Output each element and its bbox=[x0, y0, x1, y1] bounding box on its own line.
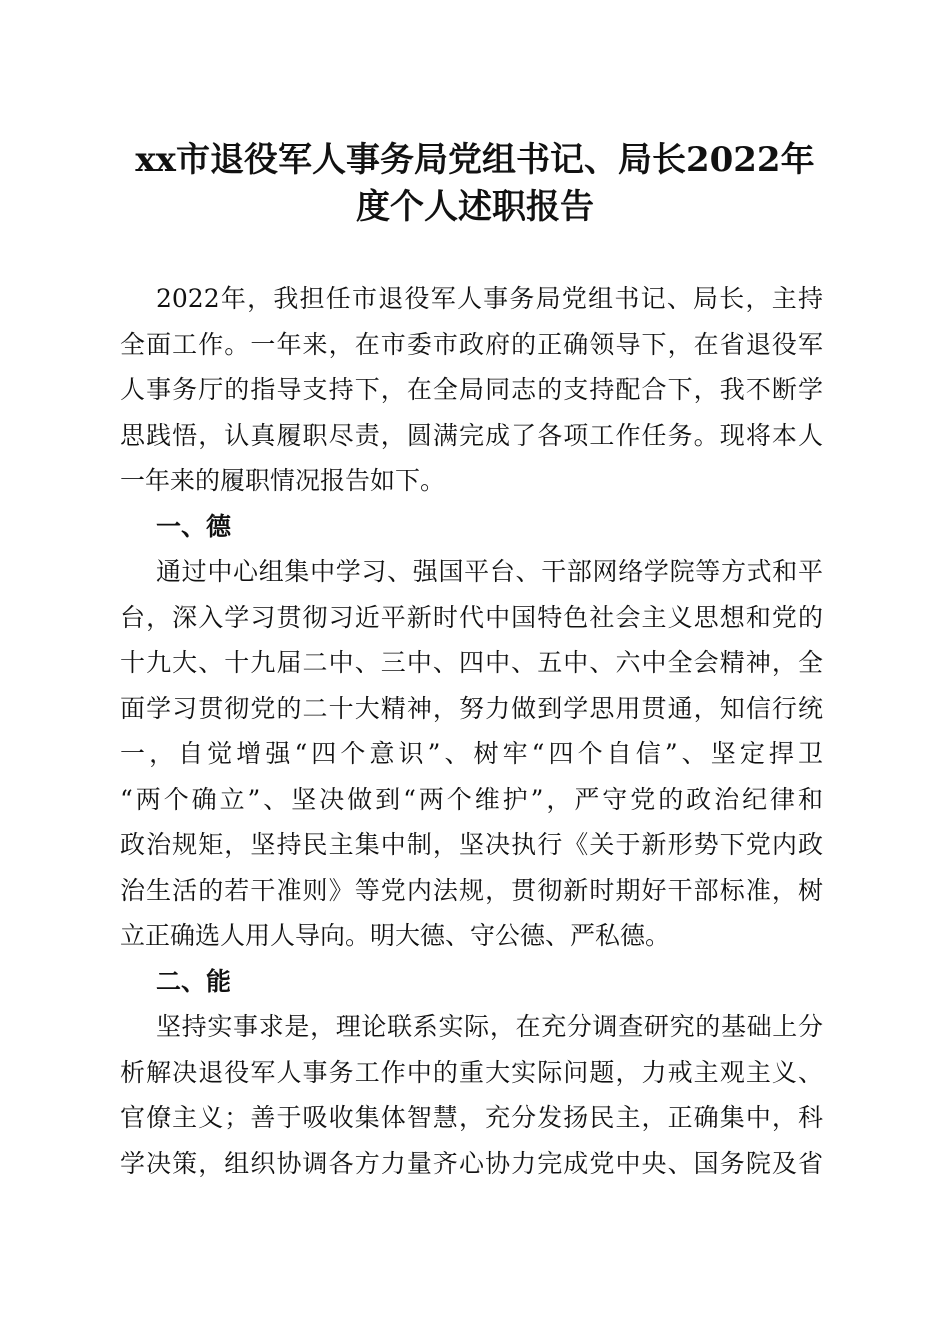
text-line: 面学习贯彻党的二十大精神，努力做到学思用贯通，知信行统 bbox=[120, 693, 823, 723]
text-line: 一年来的履职情况报告如下。 bbox=[120, 466, 446, 495]
text-line: “两个确立”、坚决做到“两个维护”，严守党的政治纪律和 bbox=[120, 784, 823, 814]
text-line: 立正确选人用人导向。明大德、守公德、严私德。 bbox=[120, 921, 671, 950]
text-line: 一，自觉增强“四个意识”、树牢“四个自信”、坚定捍卫 bbox=[120, 739, 823, 768]
text-line: 人事务厅的指导支持下，在全局同志的支持配合下，我不断学 bbox=[120, 375, 823, 404]
text-line: 政治规矩，坚持民主集中制，坚决执行《关于新形势下党内政 bbox=[120, 830, 823, 859]
title-line: xx市退役军人事务局党组书记、局长2022年 bbox=[135, 140, 815, 180]
document-body bbox=[120, 276, 823, 1186]
text-line: 坚持实事求是，理论联系实际，在充分调查研究的基础上分 bbox=[156, 1012, 823, 1041]
section-heading-neng: 二、能 bbox=[156, 966, 232, 996]
text-line: 全面工作。一年来，在市委市政府的正确领导下，在省退役军 bbox=[120, 329, 823, 359]
text-line: 台，深入学习贯彻习近平新时代中国特色社会主义思想和党的 bbox=[120, 602, 823, 632]
title-line: 度个人述职报告 bbox=[356, 187, 594, 227]
section-heading-de: 一、德 bbox=[156, 511, 232, 541]
paragraph-neng bbox=[120, 1004, 823, 1186]
paragraph-intro bbox=[120, 276, 823, 504]
text-line: 治生活的若干准则》等党内法规，贯彻新时期好干部标准，树 bbox=[120, 875, 823, 905]
paragraph-de bbox=[120, 549, 823, 959]
text-line: 2022年，我担任市退役军人事务局党组书记、局长，主持 bbox=[156, 284, 823, 313]
text-line: 十九大、十九届二中、三中、四中、五中、六中全会精神，全 bbox=[120, 648, 823, 677]
text-line: 通过中心组集中学习、强国平台、干部网络学院等方式和平 bbox=[156, 557, 823, 586]
text-line: 析解决退役军人事务工作中的重大实际问题，力戒主观主义、 bbox=[120, 1057, 823, 1087]
text-line: 官僚主义；善于吸收集体智慧，充分发扬民主，正确集中，科 bbox=[120, 1103, 823, 1132]
text-line: 学决策，组织协调各方力量齐心协力完成党中央、国务院及省 bbox=[120, 1148, 823, 1178]
text-line: 思践悟，认真履职尽责，圆满完成了各项工作任务。现将本人 bbox=[120, 420, 823, 450]
document-title bbox=[0, 137, 950, 231]
